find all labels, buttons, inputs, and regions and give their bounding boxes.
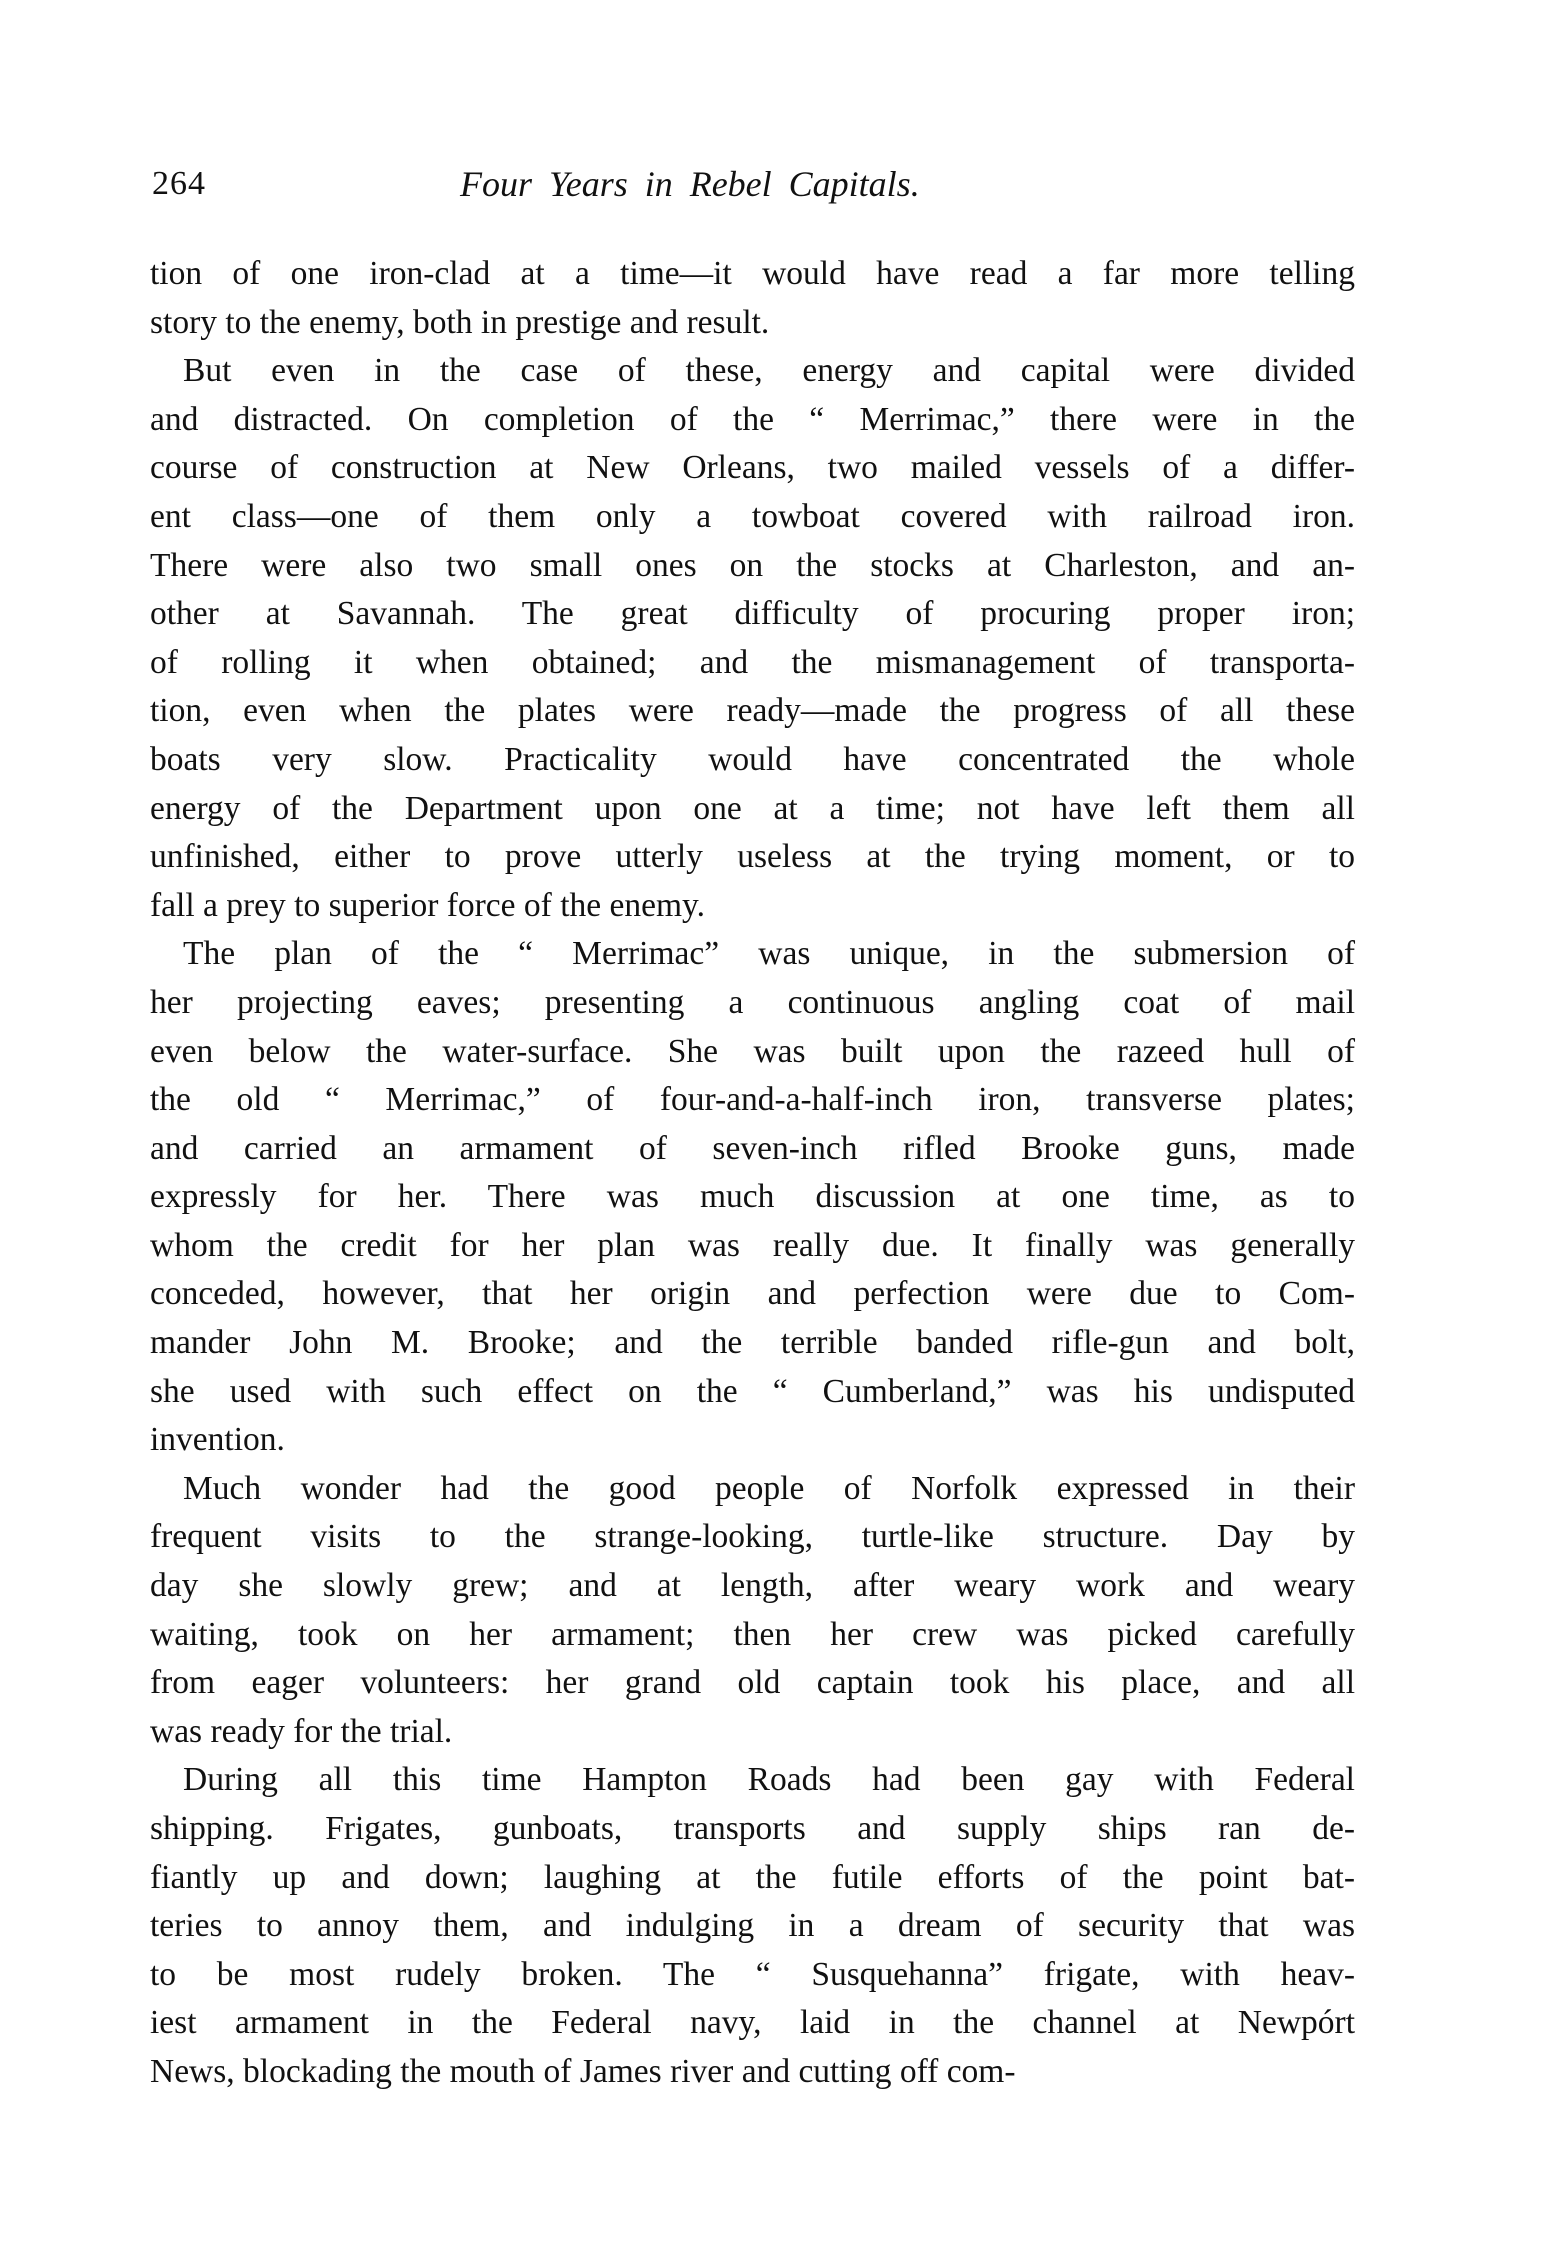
paragraph <box>150 347 1355 930</box>
text-line: The plan of the “ Merrimac” was unique, in the submersion of <box>183 935 1355 973</box>
text-line: Much wonder had the good people of Norfolk expressed in their <box>183 1469 1355 1507</box>
text-line: expressly for her. There was much discussion at one time, as to <box>150 1178 1355 1216</box>
text-line: frequent visits to the strange-looking, turtle-like structure. Day by <box>150 1518 1355 1556</box>
text-line: and carried an armament of seven-inch rifled Brooke guns, made <box>150 1129 1355 1167</box>
text-line: was ready for the trial. <box>150 1712 453 1750</box>
text-line: boats very slow. Practicality would have concentrated the whole <box>150 740 1355 778</box>
text-line: and distracted. On completion of the “ Merrimac,” there were in the <box>150 400 1355 438</box>
text-line: other at Savannah. The great difficulty of procuring proper iron; <box>150 595 1355 633</box>
text-line: unfinished, either to prove utterly useless at the trying moment, or to <box>150 838 1355 876</box>
text-line: energy of the Department upon one at a time; not have left them all <box>150 789 1355 827</box>
text-line: There were also two small ones on the stocks at Charleston, and an- <box>150 546 1355 584</box>
text-line: fiantly up and down; laughing at the futile efforts of the point bat- <box>150 1858 1355 1896</box>
text-line: whom the credit for her plan was really due. It finally was generally <box>150 1226 1355 1264</box>
body-text <box>150 250 1355 2097</box>
text-line: tion of one iron-clad at a time—it would have read a far more telling <box>150 255 1355 292</box>
running-head <box>150 158 1355 210</box>
text-line: teries to annoy them, and indulging in a dream of security that was <box>150 1907 1355 1945</box>
text-line: day she slowly grew; and at length, after weary work and weary <box>150 1567 1355 1605</box>
paragraph <box>150 1465 1355 1757</box>
text-line: News, blockading the mouth of James river and cutting off com- <box>150 2052 1016 2090</box>
text-line: mander John M. Brooke; and the terrible banded rifle-gun and bolt, <box>150 1324 1355 1362</box>
text-line: her projecting eaves; presenting a continuous angling coat of mail <box>150 983 1355 1021</box>
text-line: she used with such effect on the “ Cumberland,” was his undisputed <box>150 1372 1355 1410</box>
text-line: During all this time Hampton Roads had been gay with Federal <box>183 1761 1355 1799</box>
text-line: iest armament in the Federal navy, laid in the channel at Newpórt <box>150 2004 1355 2042</box>
text-line: waiting, took on her armament; then her crew was picked carefully <box>150 1615 1355 1653</box>
text-line: fall a prey to superior force of the enemy. <box>150 886 705 924</box>
text-line: invention. <box>150 1421 285 1459</box>
text-line: from eager volunteers: her grand old captain took his place, and all <box>150 1664 1355 1702</box>
text-line: of rolling it when obtained; and the mismanagement of transporta- <box>150 643 1355 681</box>
paragraph <box>150 250 1355 347</box>
running-title: Four Years in Rebel Capitals. <box>460 164 920 204</box>
text-line: But even in the case of these, energy and capital were divided <box>183 352 1355 390</box>
text-line: tion, even when the plates were ready—made the progress of all these <box>150 692 1355 730</box>
text-line: shipping. Frigates, gunboats, transports and supply ships ran de- <box>150 1810 1355 1847</box>
text-line: ent class—one of them only a towboat covered with railroad iron. <box>150 497 1355 535</box>
text-line: even below the water-surface. She was built upon the razeed hull of <box>150 1032 1355 1070</box>
text-line: the old “ Merrimac,” of four-and-a-half-inch iron, transverse plates; <box>150 1081 1355 1119</box>
page-number: 264 <box>152 165 206 202</box>
text-line: story to the enemy, both in prestige and result. <box>150 303 770 341</box>
text-line: course of construction at New Orleans, two mailed vessels of a differ- <box>150 449 1355 487</box>
text-line: conceded, however, that her origin and perfection were due to Com- <box>150 1275 1355 1313</box>
paragraph <box>150 930 1355 1465</box>
text-line: to be most rudely broken. The “ Susquehanna” frigate, with heav- <box>150 1955 1355 1993</box>
book-page <box>150 158 1355 2097</box>
paragraph <box>150 1756 1355 2096</box>
